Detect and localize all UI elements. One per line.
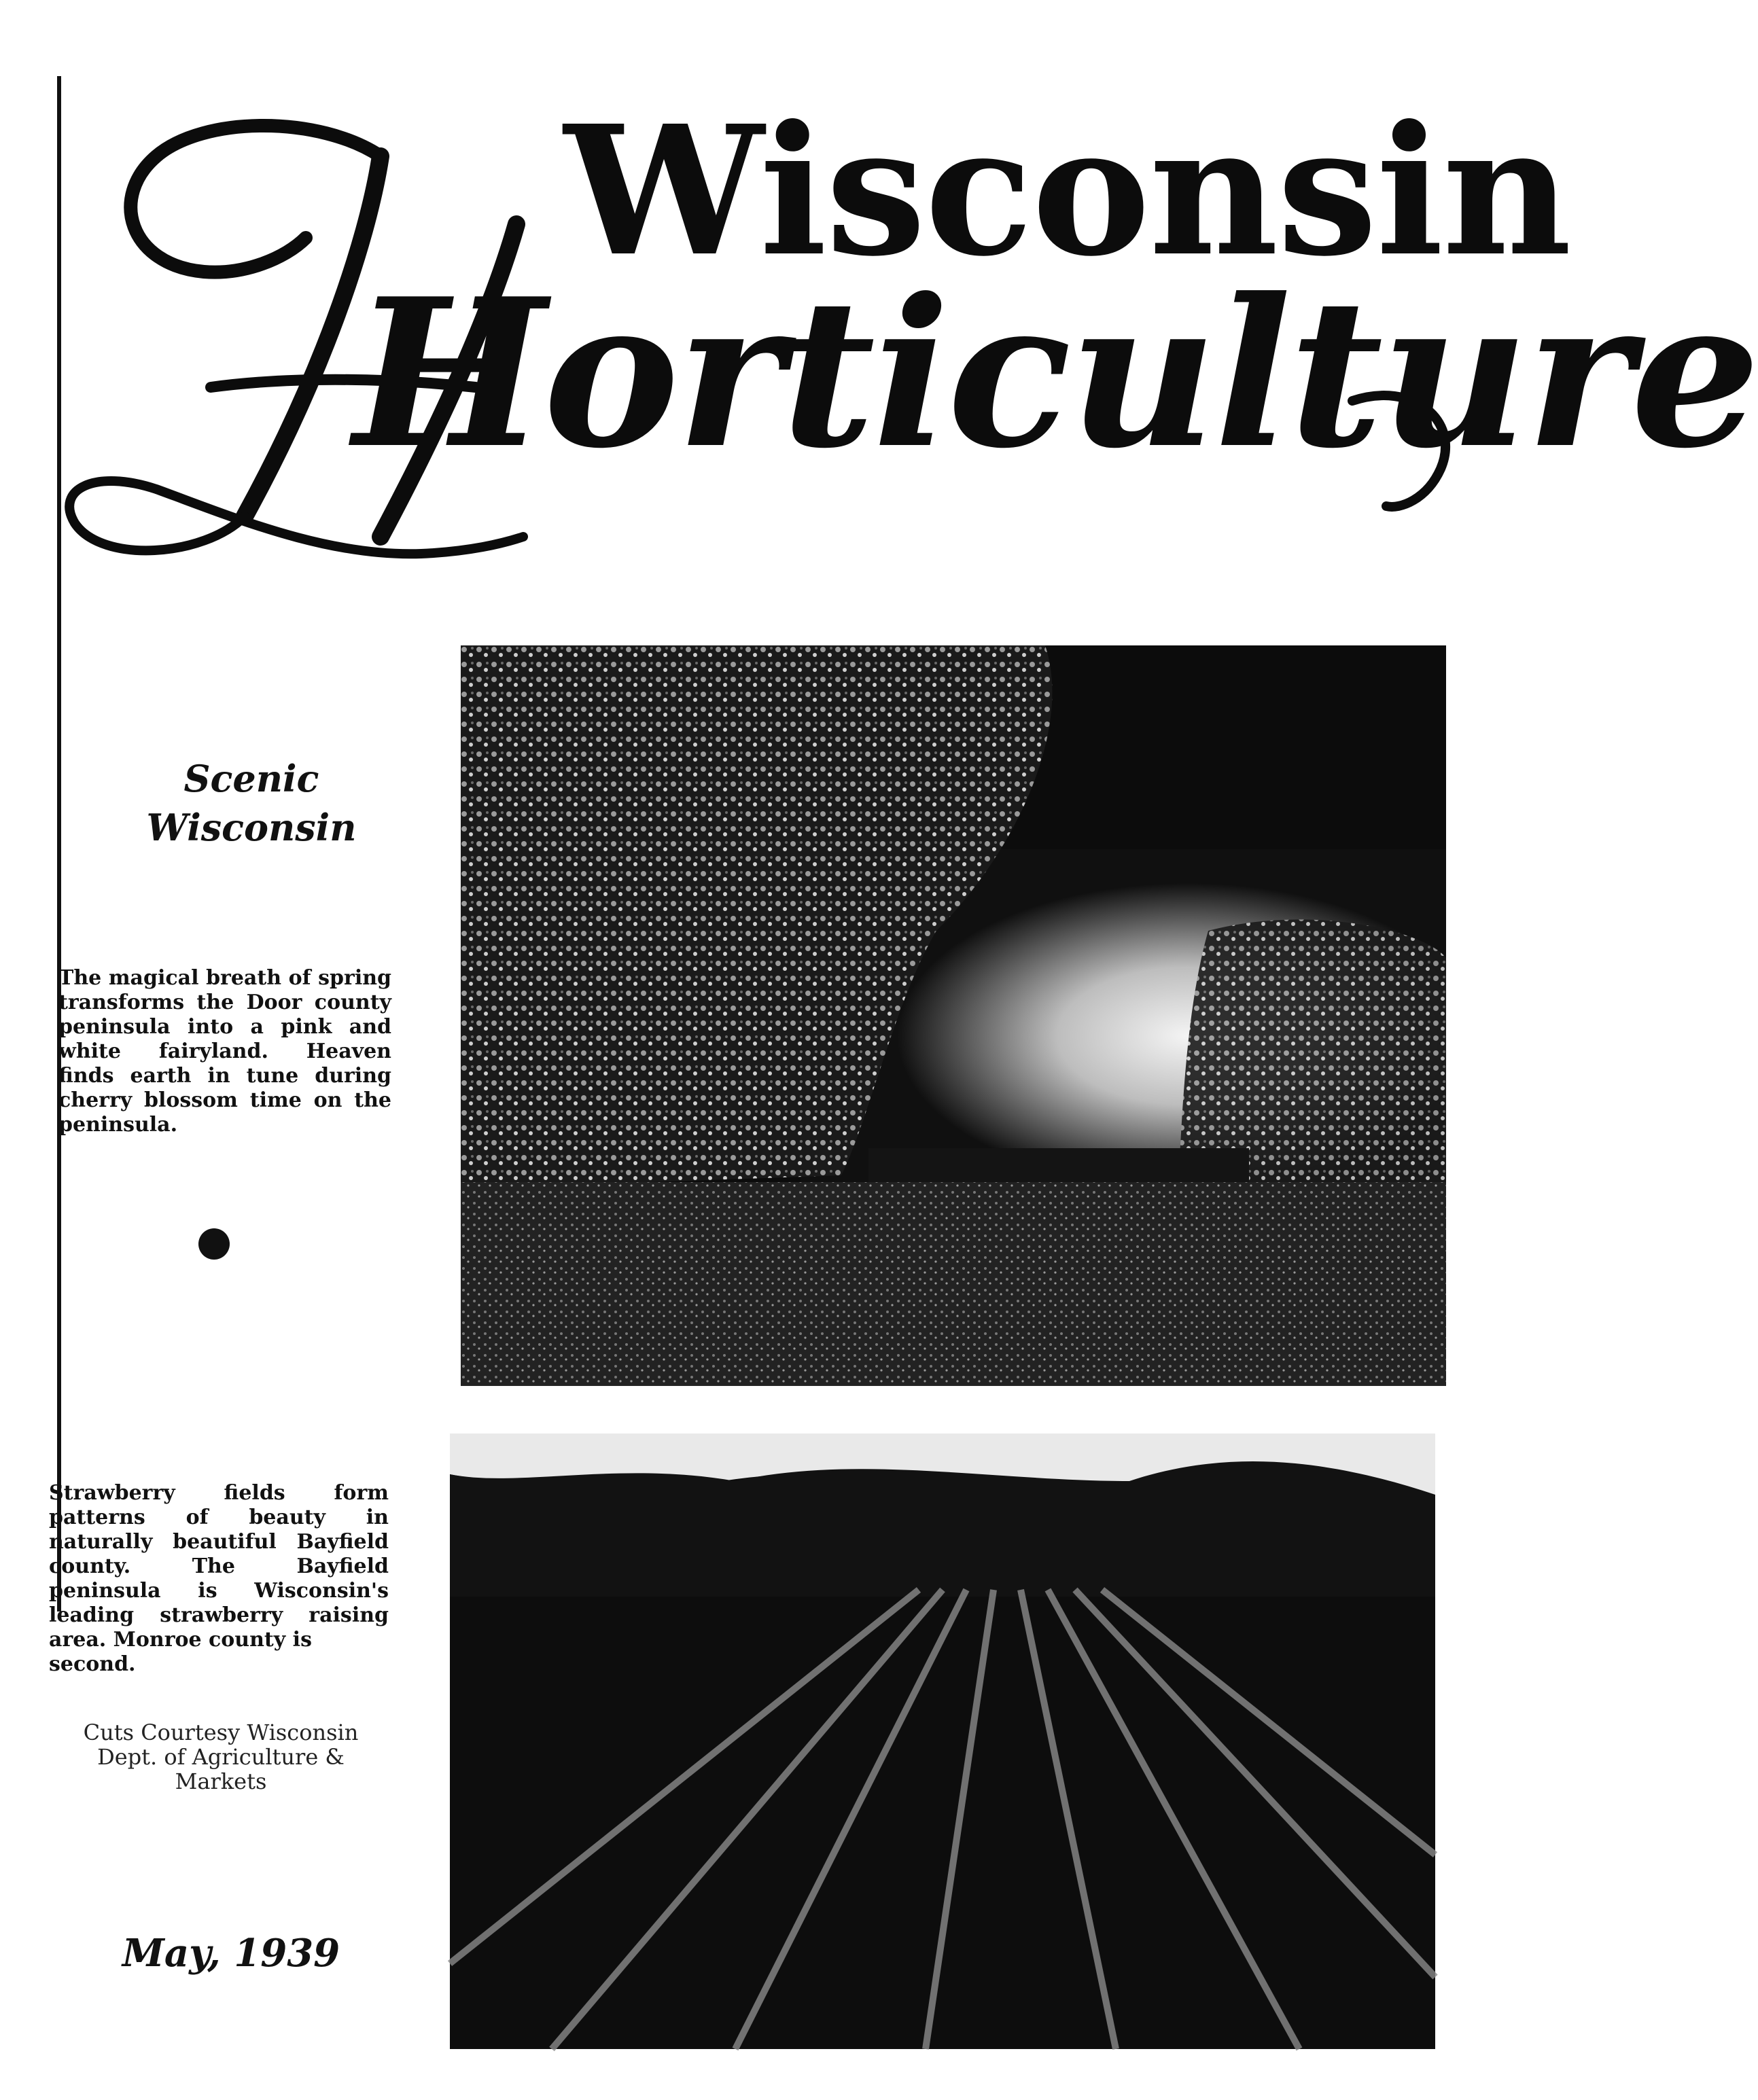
masthead-title-wisconsin: Wisconsin: [564, 86, 1570, 296]
photo-cherry-blossom-image: [461, 645, 1446, 1386]
masthead: [0, 0, 1758, 611]
caption-strawberry-body: Strawberry fields form patterns of beauty in naturally beautiful Bayfield county. The Bayfield peninsula is Wisconsin's leading strawberry raising area. Monroe county is: [49, 1481, 389, 1652]
photo-credit: [61, 1720, 381, 1794]
caption-cherry-blossom: The magical breath of spring transforms the Door county peninsula into a pink and white fairyland. Heaven finds earth in tune during cherry blossom time on the peninsula.: [58, 966, 391, 1137]
photo-cherry-blossom-orchard: [461, 645, 1446, 1386]
section-title-line-1: Scenic: [183, 757, 319, 800]
photo-credit-line-2: Dept. of Agriculture &: [97, 1744, 345, 1770]
section-title-line-2: Wisconsin: [146, 806, 357, 849]
photo-credit-line-1: Cuts Courtesy Wisconsin: [83, 1720, 359, 1745]
caption-strawberry-last-line: second.: [49, 1652, 136, 1676]
caption-strawberry-fields: [49, 1481, 389, 1677]
photo-strawberry-field-image: [450, 1434, 1435, 2049]
photo-strawberry-field: [450, 1434, 1435, 2049]
bullet-dot: [198, 1228, 230, 1260]
section-title: [136, 754, 367, 852]
issue-date: May, 1939: [122, 1931, 340, 1976]
masthead-title-horticulture: Horticulture: [353, 253, 1758, 493]
photo-credit-line-3: Markets: [175, 1768, 267, 1794]
